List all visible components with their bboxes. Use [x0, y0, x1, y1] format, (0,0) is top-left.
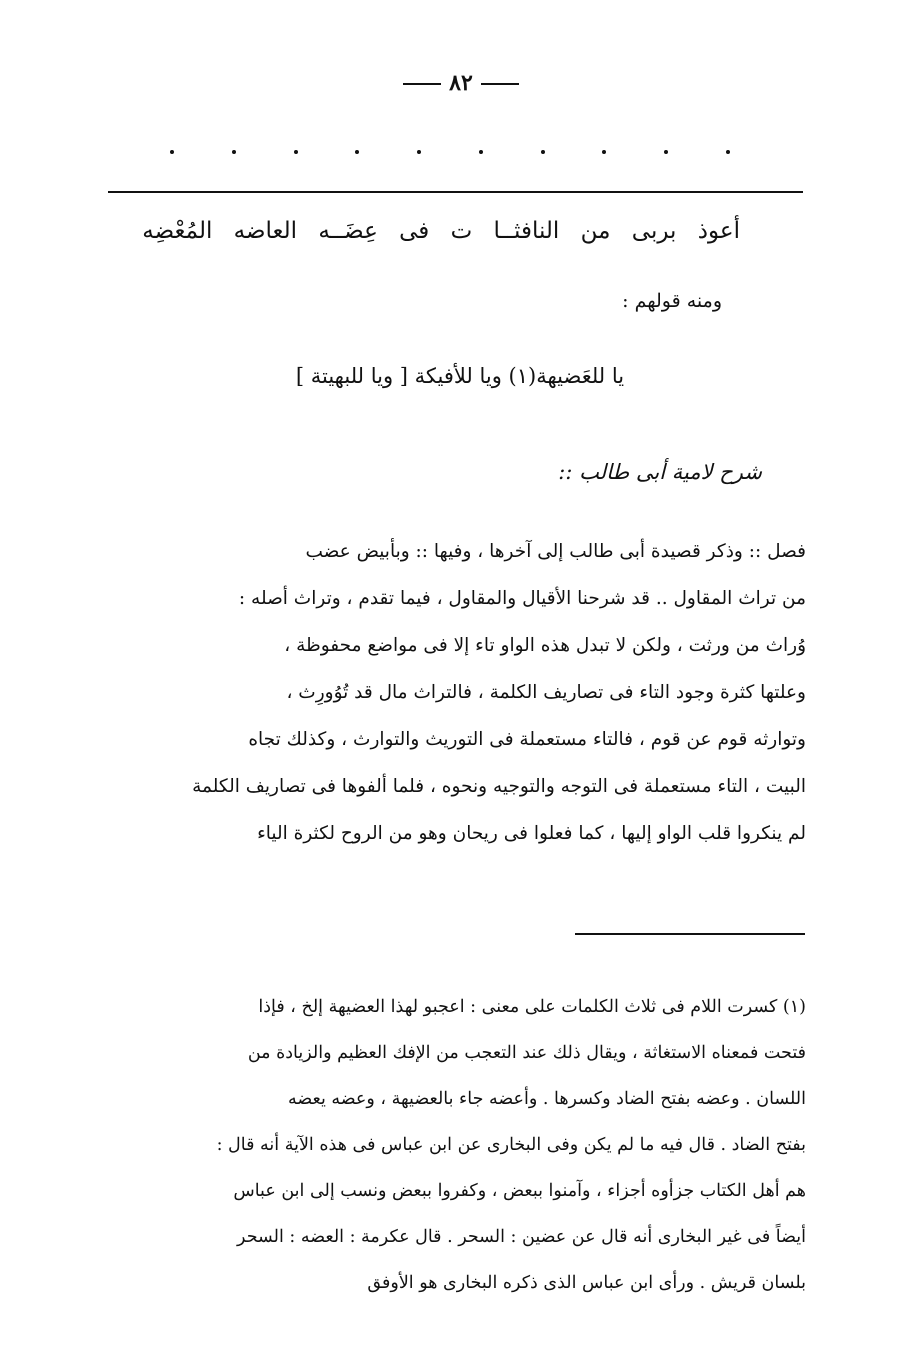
dash-left [403, 83, 441, 85]
body-line: وتوارثه قوم عن قوم ، فالتاء مستعملة فى التوريث والتوارث ، وكذلك تجاه [248, 729, 806, 750]
footnote-line: هم أهل الكتاب جزأوه أجزاء ، وآمنوا ببعض ، وكفروا ببعض ونسب إلى ابن عباس [233, 1181, 806, 1201]
dot [602, 150, 606, 154]
dot [726, 150, 730, 154]
footnote [110, 984, 806, 1306]
dot [417, 150, 421, 154]
body-line: وُراث من ورثت ، ولكن لا تبدل هذه الواو تاء إلا فى مواضع محفوظة ، [284, 635, 806, 656]
section-heading: شرح لامية أبى طالب :: [558, 460, 762, 484]
page-number [0, 70, 922, 96]
dot [170, 150, 174, 154]
poetry-verse: أعوذ بربى من النافثــا ت فى عِضَــه العاضه المُعْضِه [142, 218, 740, 244]
dot [355, 150, 359, 154]
footnote-line: بلسان قريش . ورأى ابن عباس الذى ذكره البخارى هو الأوفق [367, 1273, 806, 1293]
body-line: فصل :: وذكر قصيدة أبى طالب إلى آخرها ، وفيها :: وبأبيض عضب [305, 541, 806, 562]
footnote-line: بفتح الضاد . قال فيه ما لم يكن وفى البخارى عن ابن عباس فى هذه الآية أنه قال : [216, 1135, 806, 1155]
footnote-line: فتحت فمعناه الاستغاثة ، ويقال ذلك عند التعجب من الإفك العظيم والزيادة من [247, 1043, 806, 1063]
body-line: من تراث المقاول .. قد شرحنا الأقيال والمقاول ، فيما تقدم ، وتراث أصله : [238, 588, 806, 609]
header-rule [108, 191, 803, 193]
dot [664, 150, 668, 154]
dot [232, 150, 236, 154]
page-number-text: ٨٢ [449, 70, 473, 96]
dot [541, 150, 545, 154]
dot [479, 150, 483, 154]
intro-line: ومنه قولهم : [622, 290, 722, 312]
footnote-line: (١) كسرت اللام فى ثلاث الكلمات على معنى : اعجبو لهذا العضيهة إلخ ، فإذا [258, 997, 806, 1017]
footnote-rule [575, 933, 805, 935]
footnote-line: اللسان . وعضه بفتح الضاد وكسرها . وأعضه جاء بالعضيهة ، وعضه يعضه [287, 1089, 806, 1109]
body-text [110, 528, 806, 857]
body-line: لم ينكروا قلب الواو إليها ، كما فعلوا فى ريحان وهو من الروح لكثرة الياء [257, 823, 806, 844]
body-line: البيت ، التاء مستعملة فى التوجه والتوجيه ونحوه ، فلما ألفوها فى تصاريف الكلمة [192, 776, 806, 797]
body-line: وعلتها كثرة وجود التاء فى تصاريف الكلمة ، فالتراث مال قد تُوُورِث ، [286, 682, 806, 703]
ornamental-dots [170, 150, 730, 154]
dash-right [481, 83, 519, 85]
footnote-line: أيضاً فى غير البخارى أنه قال عن عضين : السحر . قال عكرمة : العضه : السحر [237, 1227, 806, 1247]
dot [294, 150, 298, 154]
exclamation-line: يا للعَضيهة(١) ويا للأفيكة [ ويا للبهيتة ] [295, 364, 625, 388]
